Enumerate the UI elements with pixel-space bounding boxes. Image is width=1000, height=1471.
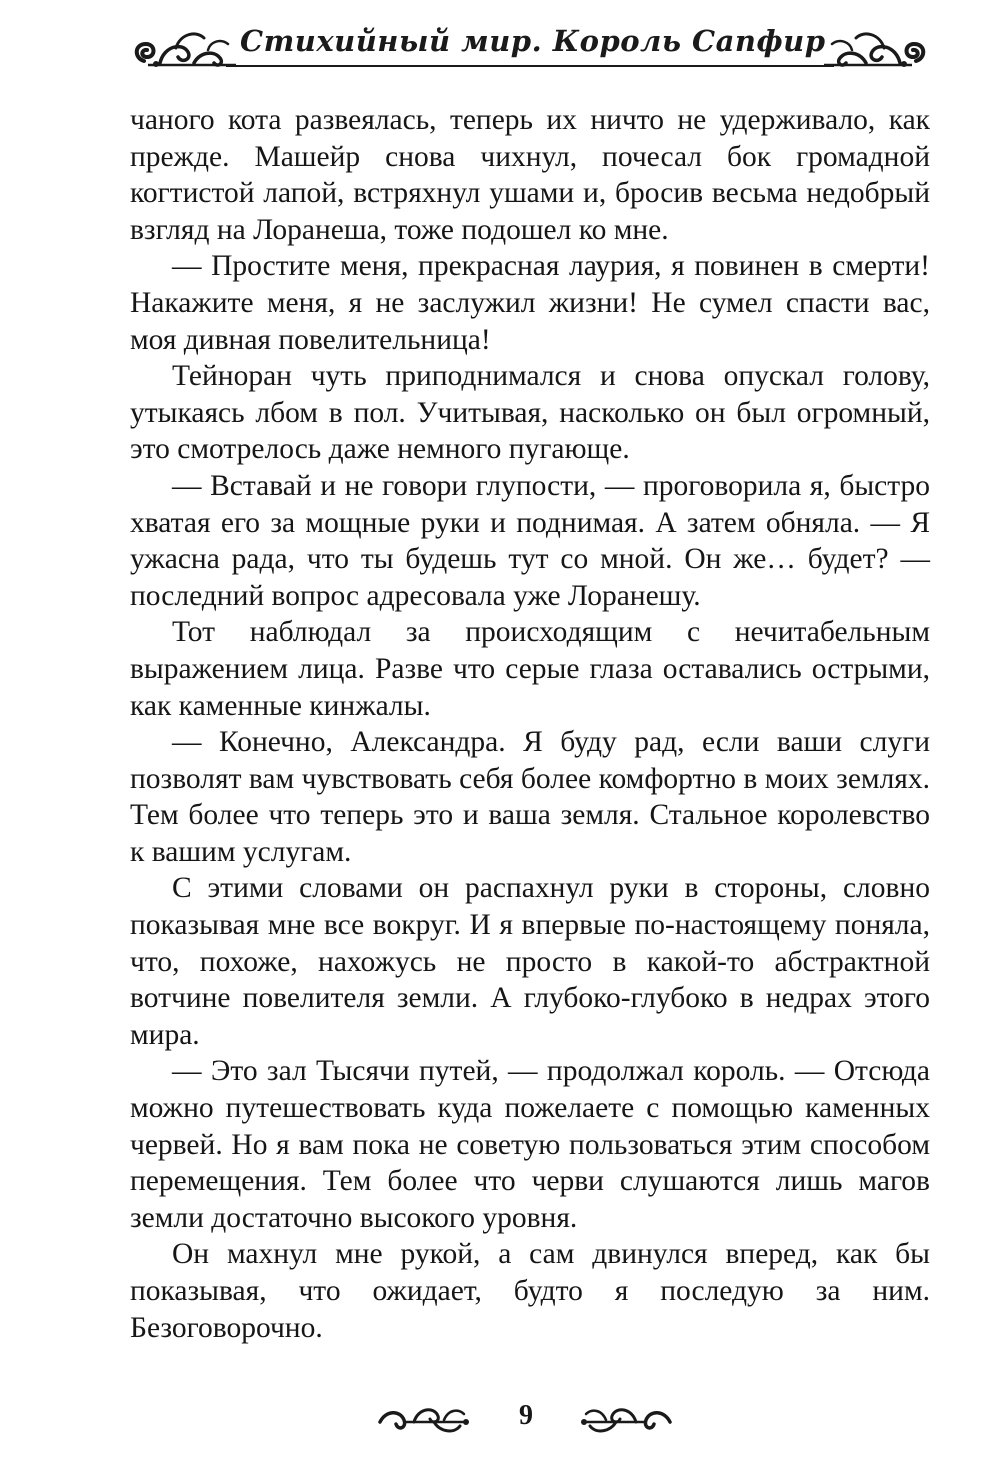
running-title: Стихийный мир. Король Сапфир [240,24,826,58]
vine-ornament-icon [578,1398,676,1438]
paragraph: — Конечно, Александра. Я буду рад, если ваши слуги позволят вам чувствовать себя более комфортно в моих землях. Тем более что теперь это и ваша земля. Стальное королевство к вашим услугам. [130,726,930,868]
page-number: 9 [519,1400,533,1431]
body-text [130,102,930,1346]
paragraph: — Вставай и не говори глупости, — проговорила я, быстро хватая его за мощные руки и поднимая. А затем обняла. — Я ужасна рада, что ты будешь тут со мной. Он же… будет? — последний вопрос адресовала уже Лоранешу. [130,469,930,612]
page-footer [370,1396,700,1446]
running-header [130,18,930,78]
paragraph: чаного кота развеялась, теперь их ничто не удерживало, как прежде. Машейр снова чихнул, почесал бок громадной когтистой лапой, встряхнул ушами и, бросив весьма недобрый взгляд на Лоранеша, тоже подошел ко мне. [130,104,930,246]
header-rule [226,65,834,67]
paragraph: — Простите меня, прекрасная лаурия, я повинен в смерти! Накажите меня, я не заслужил жизни! Не сумел спасти вас, моя дивная повелительница! [130,250,930,356]
paragraph: Тейноран чуть приподнимался и снова опускал голову, утыкаясь лбом в пол. Учитывая, насколько он был огромный, это смотрелось даже немного пугающе. [130,360,930,466]
paragraph: С этими словами он распахнул руки в стороны, словно показывая мне все вокруг. И я впервые по-настоящему поняла, что, похоже, нахожусь не просто в какой-то абстрактной вотчине повелителя земли. А глубоко-глубоко в недрах этого мира. [130,872,930,1051]
scroll-flourish-icon [818,28,930,72]
vine-ornament-icon [374,1398,472,1438]
paragraph: Тот наблюдал за происходящим с нечитабельным выражением лица. Разве что серые глаза оставались острыми, как каменные кинжалы. [130,616,930,722]
paragraph: — Это зал Тысячи путей, — продолжал король. — Отсюда можно путешествовать куда пожелаете с помощью каменных червей. Но я вам пока не советую пользоваться этим способом перемещения. Тем более что черви слушаются лишь магов земли достаточно высокого уровня. [130,1055,930,1234]
paragraph: Он махнул мне рукой, а сам двинулся вперед, как бы показывая, что ожидает, будто я последую за ним. Безоговорочно. [130,1238,930,1344]
